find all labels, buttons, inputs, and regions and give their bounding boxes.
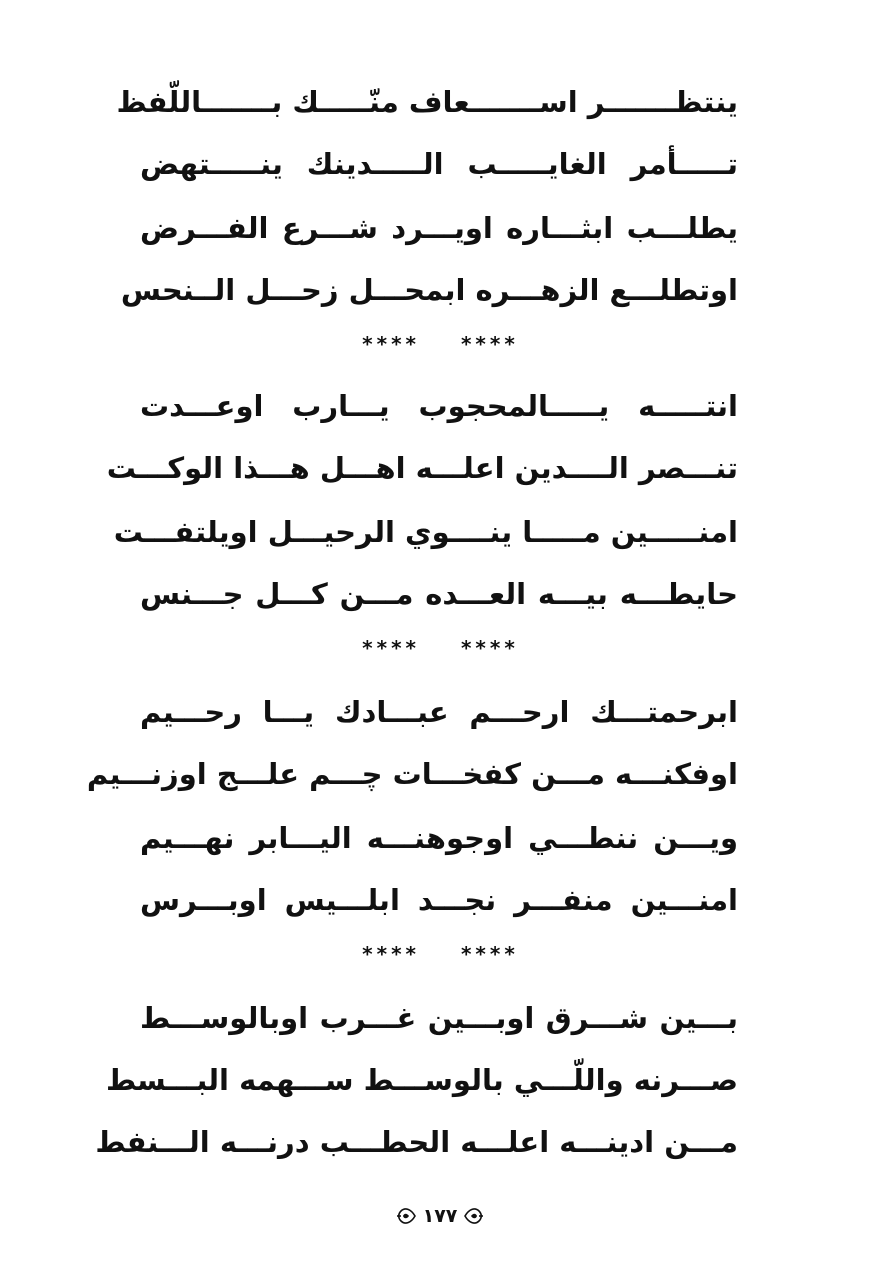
verse-line: امنـــــين مـــــا ينــــوي الرحيـــل اويلتفـــت <box>113 515 738 549</box>
ornament-icon <box>397 1203 417 1229</box>
page-number-text: ١٧٧ <box>422 1205 458 1227</box>
verse-line: يطلـــب ابثـــاره اويـــرد شـــرع الفـــرض <box>140 211 738 245</box>
page-number <box>380 1196 500 1236</box>
verse-line: اوفكنـــه مـــن كفخـــات چـــم علـــج اوزنـــيم <box>86 757 738 791</box>
stanza-separator: **** **** <box>362 332 519 356</box>
verse-line: اوتطلـــع الزهـــره ابمحـــل زحـــل الــنحس <box>120 273 738 307</box>
verse-line: تـــــأمر الغايـــــب الـــــدينك ينـــــتهض <box>140 147 738 181</box>
verse-line: ابرحمتـــك ارحـــم عبـــادك يـــا رحـــيم <box>140 695 738 729</box>
verse-line: بـــين شـــرق اوبـــين غـــرب اوبالوســـط <box>140 1001 738 1035</box>
verse-line: ينتظـــــــر اســـــــعاف منّـــــك بـــــــاللّفظ <box>116 85 738 119</box>
verse-line: تنـــصر الــــدين اعلـــه اهـــل هـــذا الوكـــت <box>106 451 738 485</box>
verse-line: حايطـــه بيـــه العـــده مـــن كـــل جـــنس <box>140 577 738 611</box>
verse-line: صـــرنه واللّـــي بالوســـط ســـهمه البـــسط <box>106 1063 738 1097</box>
stanza-separator: **** **** <box>362 942 519 966</box>
verse-line: امنـــين منفـــر نجـــد ابلـــيس اوبـــرس <box>140 883 738 917</box>
verse-line: مـــن ادينـــه اعلـــه الحطـــب درنـــه الـــنفط <box>95 1125 738 1159</box>
stanza-separator: **** **** <box>362 636 519 660</box>
verse-line: ويـــن ننطـــي اوجوهنـــه اليـــابر نهـــيم <box>140 821 738 855</box>
ornament-icon <box>463 1203 483 1229</box>
verse-line: انتـــــه يـــــالمحجوب يـــارب اوعـــدت <box>140 389 738 423</box>
